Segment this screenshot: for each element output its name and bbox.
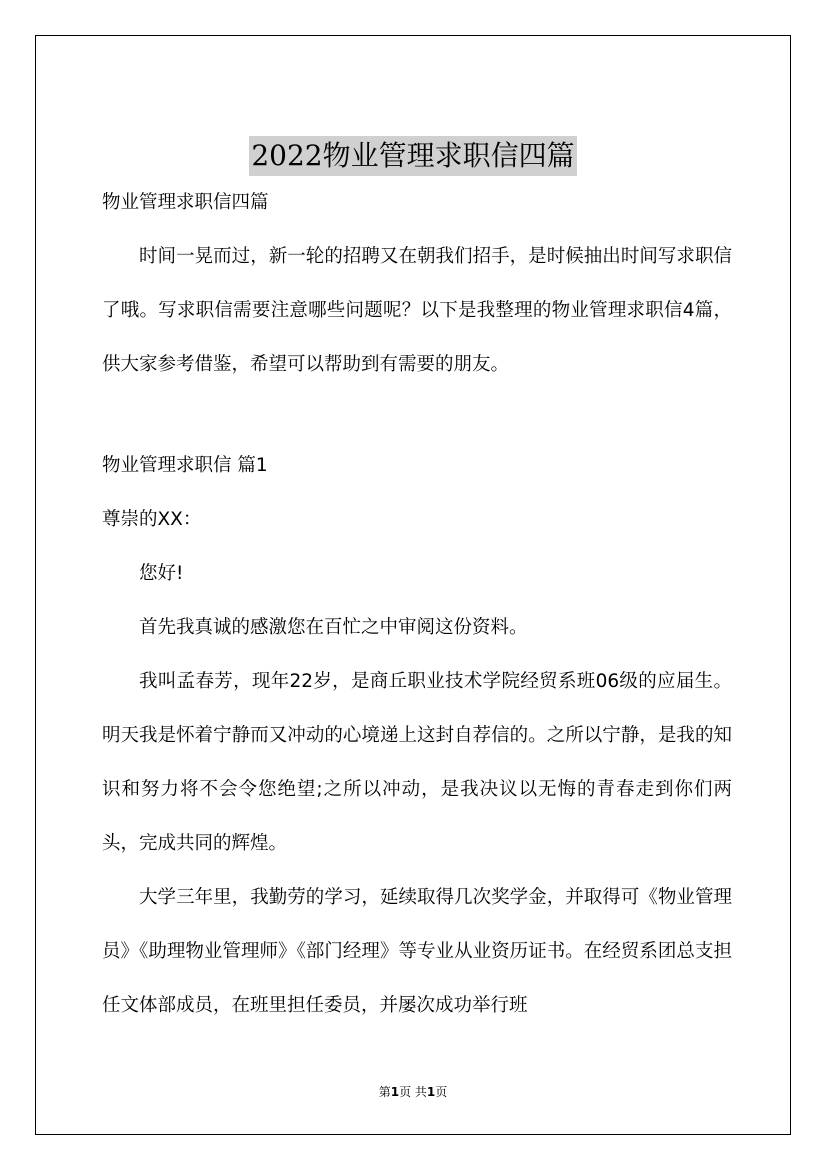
page-footer (36, 1084, 790, 1100)
intro-paragraph: 时间一晃而过，新一轮的招聘又在朝我们招手，是时候抽出时间写求职信了哦。写求职信需要注意哪些问题呢？以下是我整理的物业管理求职信4篇，供大家参考借鉴，希望可以帮助到有需要的朋友。 (102, 246, 732, 375)
greeting: 您好! (139, 563, 184, 584)
salutation: 尊崇的XX： (102, 509, 202, 530)
document-title: 2022物业管理求职信四篇 (249, 136, 576, 176)
footer-current-page: 1 (390, 1085, 400, 1099)
footer-prefix: 第 (378, 1085, 391, 1099)
title-wrapper (36, 136, 790, 176)
footer-total-pages: 1 (426, 1085, 436, 1099)
body-paragraph: 大学三年里，我勤劳的学习，延续取得几次奖学金，并取得可《物业管理员》《助理物业管理师》《部门经理》等专业从业资历证书。在经贸系团总支担任文体部成员，在班里担任委员，并屡次成功举行班 (102, 887, 732, 1016)
section-heading: 物业管理求职信 篇1 (102, 455, 268, 476)
document-subtitle: 物业管理求职信四篇 (102, 192, 269, 213)
footer-suffix: 页 (435, 1085, 448, 1099)
footer-mid: 页 共 (399, 1085, 427, 1099)
body-paragraph: 首先我真诚的感激您在百忙之中审阅这份资料。 (139, 617, 528, 638)
document-page (35, 35, 791, 1135)
body-paragraph: 我叫孟春芳，现年22岁，是商丘职业技术学院经贸系班06级的应届生。明天我是怀着宁静而又冲动的心境递上这封自荐信的。之所以宁静，是我的知识和努力将不会令您绝望;之所以冲动，是我决议以无悔的青春走到你们两头，完成共同的辉煌。 (102, 671, 732, 854)
